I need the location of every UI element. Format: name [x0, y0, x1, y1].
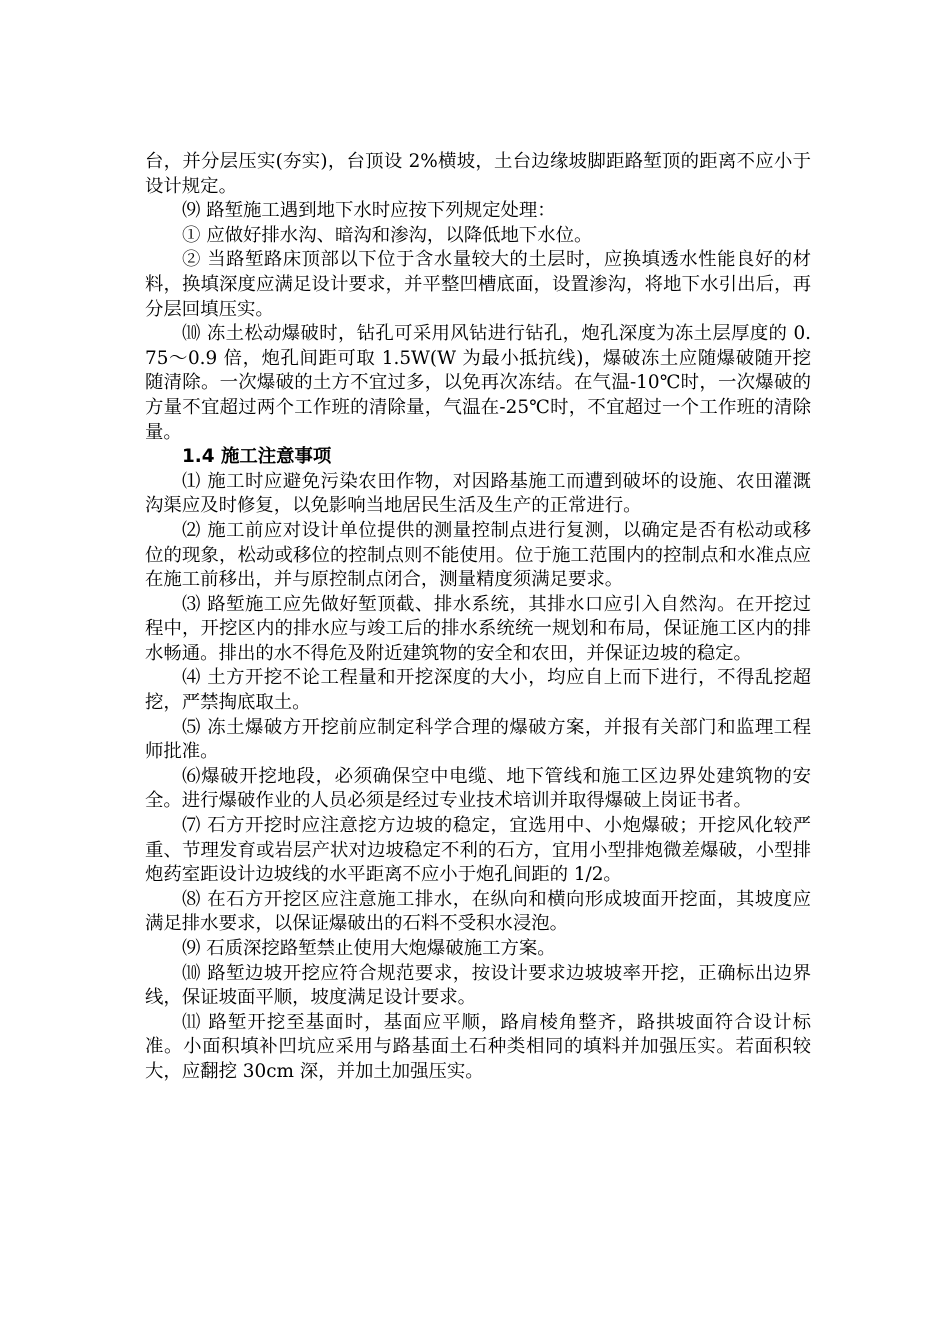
paragraph-subitem-1: ① 应做好排水沟、暗沟和渗沟，以降低地下水位。 — [182, 224, 593, 246]
section-heading: 1.4 施工注意事项 — [182, 446, 332, 468]
document-page — [145, 150, 811, 1085]
paragraph-note-9: ⑼ 石质深挖路堑禁止使用大炮爆破施工方案。 — [182, 938, 556, 959]
paragraph-note-2: ⑵ 施工前应对设计单位提供的测量控制点进行复测，以确定是否有松动或移位的现象，松动或移位的控制点则不能使用。位于施工范围内的控制点和水准点应在施工前移出，并与原控制点闭合，测量精度须满足要求。 — [145, 519, 811, 591]
paragraph-continuation: 台，并分层压实(夯实)，台顶设 2%横坡，土台边缘坡脚距路堑顶的距离不应小于设计规定。 — [145, 151, 811, 197]
paragraph-note-10: ⑽ 路堑边坡开挖应符合规范要求，按设计要求边坡坡率开挖，正确标出边界线，保证坡面平顺，坡度满足设计要求。 — [145, 962, 811, 1009]
paragraph-note-4: ⑷ 土方开挖不论工程量和开挖深度的大小，均应自上而下进行，不得乱挖超挖，严禁掏底取土。 — [145, 667, 811, 714]
paragraph-note-5: ⑸ 冻土爆破方开挖前应制定科学合理的爆破方案，并报有关部门和监理工程师批准。 — [145, 716, 811, 763]
paragraph-note-8: ⑻ 在石方开挖区应注意施工排水，在纵向和横向形成坡面开挖面，其坡度应满足排水要求，以保证爆破出的石料不受积水浸泡。 — [145, 888, 811, 935]
paragraph-item-9-groundwater: ⑼ 路堑施工遇到地下水时应按下列规定处理： — [182, 200, 556, 222]
paragraph-note-11: ⑾ 路堑开挖至基面时，基面应平顺，路肩棱角整齐，路拱坡面符合设计标准。小面积填补凹坑应采用与路基面土石种类相同的填料并加强压实。若面积较大，应翻挖 30cm 深，并加土加强压实。 — [145, 1011, 811, 1082]
paragraph-item-10-frozen-soil: ⑽ 冻土松动爆破时，钻孔可采用风钻进行钻孔，炮孔深度为冻土层厚度的 0.75～0.9 倍，炮孔间距可取 1.5W(W 为最小抵抗线)，爆破冻土应随爆破随开挖随清除。一次爆破的土方不宜过多，以免再次冻结。在气温-10℃时，一次爆破的方量不宜超过两个工作班的清除量，气温在-25℃时，不宜超过一个工作班的清除量。 — [145, 323, 811, 443]
paragraph-note-3: ⑶ 路堑施工应先做好堑顶截、排水系统，其排水口应引入自然沟。在开挖过程中，开挖区内的排水应与竣工后的排水系统统一规划和布局，保证施工区内的排水畅通。排出的水不得危及附近建筑物的安全和农田，并保证边坡的稳定。 — [145, 593, 811, 664]
paragraph-note-7: ⑺ 石方开挖时应注意挖方边坡的稳定，宜选用中、小炮爆破；开挖风化较严重、节理发育或岩层产状对边坡稳定不利的石方，宜用小型排炮微差爆破，小型排炮药室距设计边坡线的水平距离不应小于炮孔间距的 1/2。 — [145, 815, 811, 886]
paragraph-note-1: ⑴ 施工时应避免污染农田作物，对因路基施工而遭到破坏的设施、农田灌溉沟渠应及时修复，以免影响当地居民生活及生产的正常进行。 — [145, 470, 811, 517]
paragraph-subitem-2: ② 当路堑路床顶部以下位于含水量较大的土层时，应换填透水性能良好的材料，换填深度应满足设计要求，并平整凹槽底面，设置渗沟，将地下水引出后，再分层回填压实。 — [145, 249, 811, 320]
paragraph-note-6: ⑹爆破开挖地段，必须确保空中电缆、地下管线和施工区边界处建筑物的安全。进行爆破作业的人员必须是经过专业技术培训并取得爆破上岗证书者。 — [145, 765, 811, 812]
